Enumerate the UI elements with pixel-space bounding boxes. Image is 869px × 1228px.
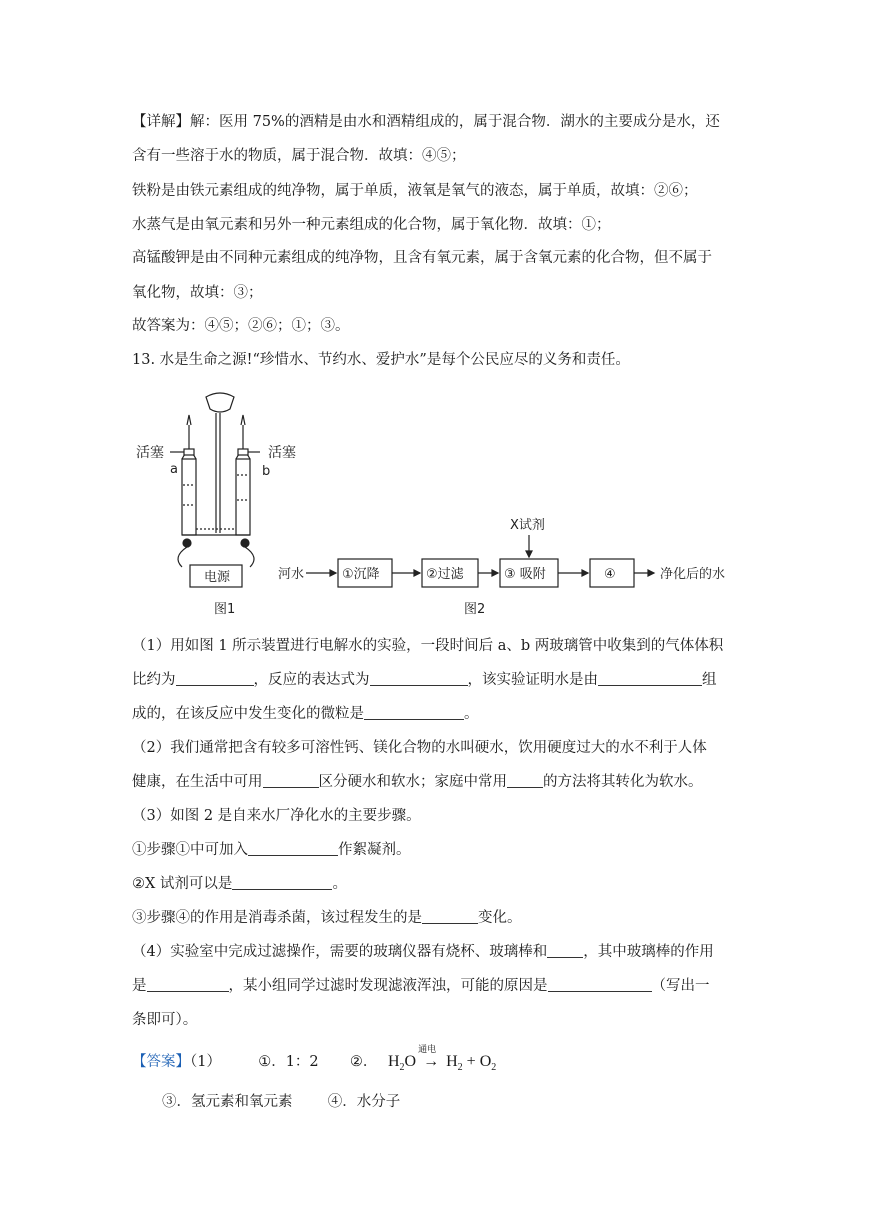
valve-label-right: 活塞	[268, 445, 296, 461]
question-part1-line: （1）用如图 1 所示装置进行电解水的实验，一段时间后 a、b 两玻璃管中收集到的气体体积	[132, 638, 724, 654]
question-part1-line: 成的，在该反应中发生变化的微粒是 。	[132, 706, 479, 722]
question-part4-line: （4）实验室中完成过滤操作，需要的玻璃仪器有烧杯、玻璃棒和 ，其中玻璃棒的作用	[132, 944, 714, 960]
answer-ratio: ①．1：2	[258, 1054, 319, 1070]
analysis-line: 故答案为：④⑤；②⑥；①；③。	[132, 318, 350, 334]
answer-blank[interactable]	[598, 670, 702, 686]
answer-line	[162, 1092, 400, 1112]
reaction-equation: $H_2O$ 通电 → $H_2 + O_2$	[387, 1045, 497, 1074]
answer-blank[interactable]	[507, 772, 543, 788]
answer-blank[interactable]	[364, 704, 464, 720]
answer-blank[interactable]	[548, 976, 652, 992]
figure1-electrolysis-apparatus	[170, 393, 260, 587]
question-part4-line: 条即可）。	[132, 1012, 198, 1028]
question-stem: 13. 水是生命之源!“珍惜水、节约水、爱护水”是每个公民应尽的义务和责任。	[132, 352, 630, 368]
question-part4-line: 是 ，某小组同学过滤时发现滤液浑浊，可能的原因是 （写出一	[132, 978, 710, 994]
question-part3-line: ③步骤④的作用是消毒杀菌，该过程发生的是 变化。	[132, 910, 522, 926]
flow-input-label: 河水	[278, 567, 305, 582]
flow-step-filtration: ②过滤	[426, 567, 464, 582]
answer-elements: ③．氢元素和氧元素	[162, 1094, 293, 1110]
answer-blank[interactable]	[422, 908, 478, 924]
analysis-line: 高锰酸钾是由不同种元素组成的纯净物，且含有氧元素，属于含氧元素的化合物，但不属于	[132, 250, 712, 266]
flow-step-4: ④	[604, 567, 616, 582]
reagent-x-label: X试剂	[510, 518, 545, 533]
tube-a-label: a	[170, 462, 178, 477]
answer-particle: ④．水分子	[327, 1094, 401, 1110]
question-part1-line: 比约为 ，反应的表达式为 ，该实验证明水是由 组	[132, 672, 717, 688]
answer-blank[interactable]	[248, 840, 338, 856]
flow-output-label: 净化后的水	[660, 567, 726, 582]
power-source-label: 电源	[204, 570, 231, 585]
question-part3-line: ①步骤①中可加入 作絮凝剂。	[132, 842, 411, 858]
question-part2-line: 健康，在生活中可用 区分硬水和软水；家庭中常用 的方法将其转化为软水。	[132, 774, 703, 790]
answer-blank[interactable]	[147, 976, 229, 992]
answer-blank[interactable]	[176, 670, 254, 686]
figure1-caption: 图1	[214, 602, 236, 617]
analysis-line: 水蒸气是由氧元素和另外一种元素组成的化合物，属于氧化物．故填：①；	[132, 217, 611, 233]
right-arrow-icon: →	[423, 1053, 440, 1070]
answer-blank[interactable]	[370, 670, 468, 686]
question-part3-line: ②X 试剂可以是 。	[132, 876, 347, 892]
answer-line: 【答案】（1） ①．1：2 ②． $H_2O$ 通电 → $H_2 + O_2$	[132, 1045, 497, 1074]
answer-blank[interactable]	[263, 772, 319, 788]
flow-step-sedimentation: ①沉降	[342, 567, 380, 582]
question-part3-line: （3）如图 2 是自来水厂净化水的主要步骤。	[132, 808, 421, 824]
tube-b-label: b	[262, 464, 271, 479]
flow-step-adsorption: ③ 吸附	[504, 567, 546, 582]
answer-blank[interactable]	[232, 874, 332, 890]
valve-label-left: 活塞	[136, 445, 164, 461]
answer-label: 【答案】	[132, 1054, 190, 1070]
figures	[130, 385, 750, 625]
figure2-caption: 图2	[464, 602, 486, 617]
question-part2-line: （2）我们通常把含有较多可溶性钙、镁化合物的水叫硬水，饮用硬度过大的水不利于人体	[132, 740, 707, 756]
analysis-line: 含有一些溶于水的物质，属于混合物．故填：④⑤；	[132, 148, 466, 164]
answer-blank[interactable]	[547, 942, 583, 958]
analysis-line: 【详解】解：医用 75%的酒精是由水和酒精组成的，属于混合物．湖水的主要成分是水，还	[132, 114, 720, 130]
analysis-line: 氧化物，故填：③；	[132, 285, 263, 301]
analysis-line: 铁粉是由铁元素组成的纯净物，属于单质，液氧是氧气的液态，属于单质，故填：②⑥；	[132, 183, 698, 199]
